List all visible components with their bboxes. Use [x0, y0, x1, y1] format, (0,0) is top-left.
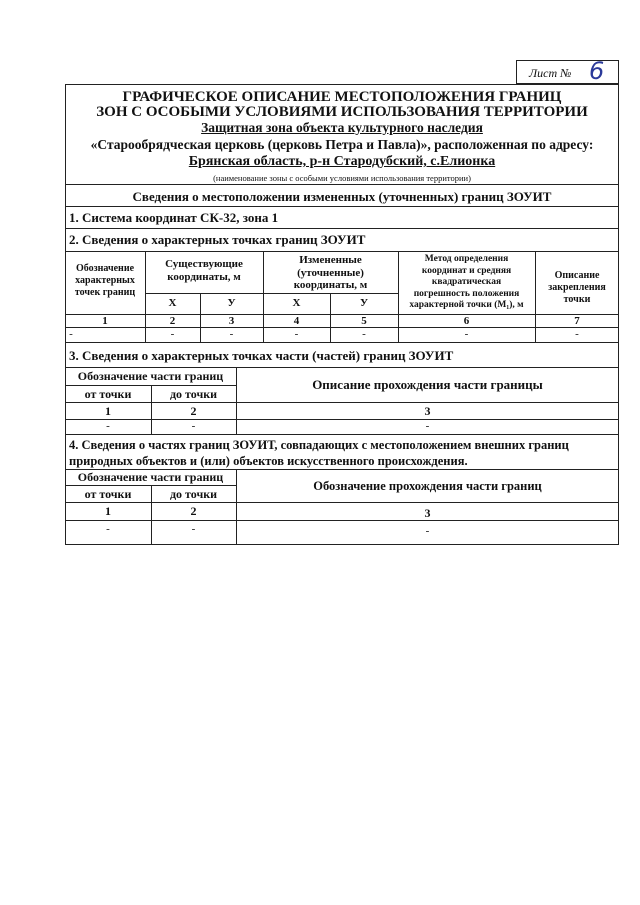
- description-header: Описание прохождения части границы: [312, 377, 543, 392]
- table-cell: -: [191, 420, 196, 432]
- col-designation-header: Обозначение характерных точек границ: [74, 263, 136, 298]
- table-cell: -: [362, 328, 366, 340]
- divider: [65, 184, 619, 185]
- table-cell: -: [425, 525, 430, 537]
- column-number: 5: [361, 315, 367, 327]
- column-number: 2: [190, 504, 197, 518]
- column-number: 1: [105, 404, 111, 418]
- coord-system: 1. Система координат СК-32, зона 1: [69, 210, 279, 225]
- address: Брянская область, р-н Стародубский, с.Елионка: [188, 154, 496, 169]
- existing-x-header: Х: [168, 297, 177, 309]
- existing-y-header: У: [227, 297, 236, 309]
- column-number: 3: [424, 404, 431, 418]
- header-title-line1: ГРАФИЧЕСКОЕ ОПИСАНИЕ МЕСТОПОЛОЖЕНИЯ ГРАНИЦ: [122, 89, 562, 105]
- column-number: 3: [424, 506, 431, 520]
- to-point-header: до точки: [169, 387, 218, 401]
- column-number: 1: [102, 315, 108, 327]
- natural-section-title-line1: 4. Сведения о частях границ ЗОУИТ, совпадающих с местоположением внешних границ: [69, 438, 569, 452]
- object-line: «Старообрядческая церковь (церковь Петра и Павла)», расположенная по адресу:: [90, 137, 594, 152]
- description-header: Обозначение прохождения части границ: [313, 479, 542, 493]
- table-cell: -: [106, 523, 110, 535]
- from-point-header: от точки: [84, 387, 132, 401]
- col-changed-header: Измененные (уточненные) координаты, м: [293, 254, 368, 291]
- designation-header: Обозначение части границ: [77, 369, 224, 383]
- col-method-header: Метод определения координат и средняя квадратическая погрешность положения характерной точки (M₁), м: [409, 254, 524, 310]
- from-point-header: от точки: [84, 487, 132, 501]
- table-cell: -: [575, 328, 579, 340]
- changed-x-header: Х: [292, 297, 301, 309]
- table-cell: -: [106, 420, 110, 432]
- column-number: 1: [105, 504, 111, 518]
- divider: [65, 228, 619, 229]
- table-cell: -: [69, 328, 73, 340]
- sheet-number: 6: [589, 57, 605, 85]
- divider: [65, 367, 619, 368]
- table-cell: -: [425, 420, 430, 432]
- column-number: 4: [293, 315, 300, 327]
- zone-name: Защитная зона объекта культурного наследия: [201, 120, 483, 135]
- sheet-number-box: [516, 57, 619, 85]
- natural-section-title-line2: природных объектов и (или) объектов искусственного происхождения.: [69, 454, 468, 468]
- table-cell: -: [191, 523, 196, 535]
- table-cell: -: [170, 328, 175, 340]
- to-point-header: до точки: [169, 487, 218, 501]
- col-fixing-header: Описание закрепления точки: [548, 270, 606, 305]
- column-number: 6: [463, 315, 470, 327]
- header-title-line2: ЗОН С ОСОБЫМИ УСЛОВИЯМИ ИСПОЛЬЗОВАНИЯ ТЕРРИТОРИИ: [96, 104, 588, 120]
- designation-header: Обозначение части границ: [77, 470, 224, 484]
- column-number: 2: [190, 404, 197, 418]
- sheet-label: Лист №: [529, 66, 572, 80]
- changed-y-header: У: [359, 297, 369, 309]
- table-cell: -: [294, 328, 299, 340]
- table-cell: -: [229, 328, 234, 340]
- parts-section-title: 3. Сведения о характерных точках части (частей) границ ЗОУИТ: [69, 348, 454, 363]
- column-number: 2: [169, 315, 176, 327]
- col-existing-header: Существующие координаты, м: [165, 258, 243, 283]
- divider: [65, 206, 619, 207]
- column-number: 7: [574, 315, 580, 327]
- header-caption: (наименование зоны с особыми условиями использования территории): [213, 173, 471, 183]
- table-cell: -: [464, 328, 469, 340]
- points-section-title: 2. Сведения о характерных точках границ ЗОУИТ: [69, 232, 366, 247]
- column-number: 3: [228, 315, 235, 327]
- section-title: Сведения о местоположении измененных (уточненных) границ ЗОУИТ: [132, 189, 552, 204]
